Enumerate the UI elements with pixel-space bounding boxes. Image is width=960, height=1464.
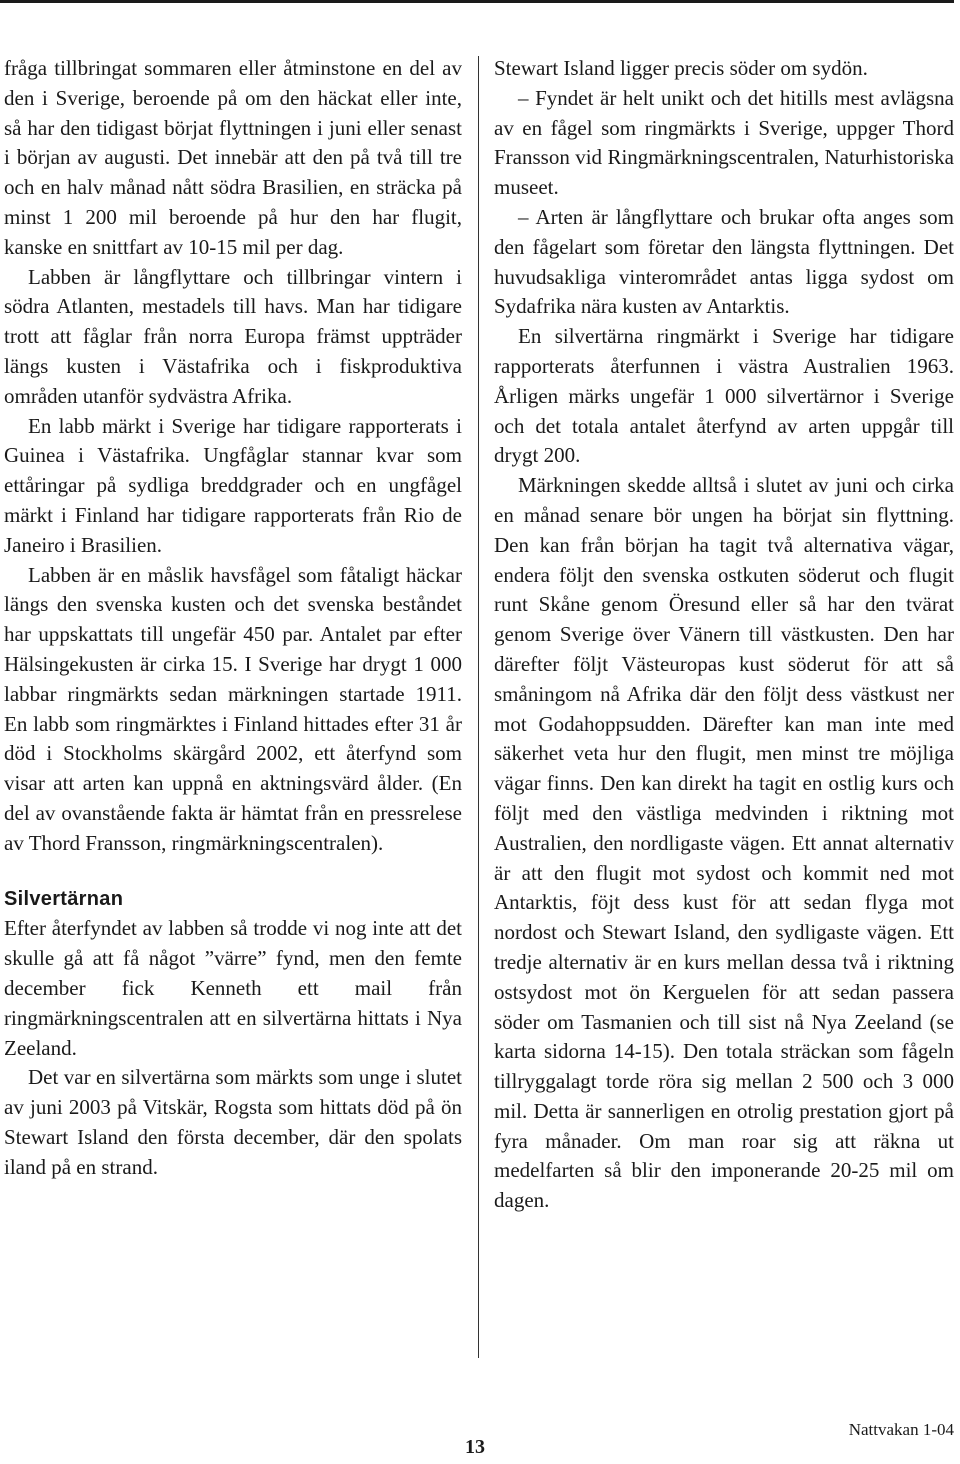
left-paragraph-1: fråga tillbringat sommaren eller åtminstone en del av den i Sverige, beroende på om den häckat eller inte, så har den tidigast börjat flyttningen i juni eller senast i början av augusti. Det innebär att den på två till tre och en halv månad nått södra Brasilien, en sträcka på minst 1 200 mil beroende på hur den har flugit, kanske en snittfart av 10-15 mil per dag. xyxy=(4,56,462,259)
right-paragraph-1: Stewart Island ligger precis söder om sydön. xyxy=(494,56,868,80)
page-number: 13 xyxy=(465,1436,485,1458)
top-rule xyxy=(0,0,954,3)
left-paragraph-4: Labben är en måslik havsfågel som fåtaligt häckar längs den svenska kusten och det svenska beståndet har uppskattats till ungefär 450 par. Antalet par efter Hälsingekusten är cirka 15. I Sverige har drygt 1 000 labbar ringmärkts sedan märkningen startade 1911. En labb som ringmärktes i Finland hittades efter 31 år död i Stockholms skärgård 2002, ett återfynd som visar att arten kan uppnå en aktningsvärd ålder. (En del av ovanstående fakta är hämtat från en pressrelese av Thord Fransson, ringmärkningscentralen). xyxy=(4,562,462,855)
right-column xyxy=(494,54,954,1216)
right-paragraph-5: Märkningen skedde alltså i slutet av juni och cirka en månad senare bör ungen ha börjat sin flyttning. Den kan från början ha tagit två alternativa vägar, endera följt den svenska ostkuten söderut och flugit runt Skåne genom Öresund eller så har den tvärat genom Sverige över Vänern till västkusten. Den har därefter följt Västeuropas kust söderut för att så småningom nå Afrika där den följt dess västkust ner mot Godahoppsudden. Därefter kan man inte med säkerhet veta hur den flugit, men minst tre möjliga vägar finns. Den kan direkt ha tagit en ostlig kurs och följt med den västliga medvinden i riktning mot Australien, den nordligaste vägen. Ett annat alternativ är att den flugit mot sydost och kommit ned mot Antarktis, föjt dess kust för att sedan flyga mot nordost och Stewart Island, den sydligaste vägen. Ett tredje alternativ är en kurs mellan dessa två i riktning ostsydost mot ön Kerguelen för att sedan passera söder om Tasmanien och till sist nå Nya Zeeland (se karta sidorna 14-15). Den totala sträckan som fågeln tillryggalagt torde röra sig mellan 2 500 och 3 000 mil. Detta är sannerligen en otrolig prestation gjort på fyra månader. Om man roar sig att räkna ut medelfarten så blir den imponerande 20-25 mil om dagen. xyxy=(494,473,954,1213)
left-column xyxy=(4,54,462,1182)
left-paragraph-6: Det var en silvertärna som märkts som unge i slutet av juni 2003 på Vitskär, Rogsta som hittats död på ön Stewart Island den första december, där den spolats iland på en strand. xyxy=(4,1065,462,1179)
left-paragraph-5: Efter återfyndet av labben så trodde vi nog inte att det skulle gå att få något ”värre” fynd, men den femte december fick Kenneth ett mail från ringmärkningscentralen att en silvertärna hittats i Nya Zeeland. xyxy=(4,916,462,1060)
right-paragraph-4: En silvertärna ringmärkt i Sverige har tidigare rapporterats återfunnen i västra Australien 1963. Årligen märks ungefär 1 000 silvertärnor i Sverige och det totala antalet återfynd av arten uppgår till drygt 200. xyxy=(494,324,954,468)
left-paragraph-2: Labben är långflyttare och tillbringar vintern i södra Atlanten, mestadels till havs. Man har tidigare trott att fåglar från norra Europa främst uppträder längs kusten i Västafrika och i fiskproduktiva områden utanför sydvästra Afrika. xyxy=(4,264,462,408)
publication-title: Nattvakan 1-04 xyxy=(848,1420,954,1439)
right-paragraph-3: – Arten är långflyttare och brukar ofta anges som den fågelart som företar den längsta flyttningen. Det huvudsakliga vinterområdet antas ligga sydost om Sydafrika nära kusten av Antarktis. xyxy=(494,204,954,319)
right-paragraph-2: – Fyndet är helt unikt och det hitills mest avlägsna av en fågel som ringmärkts i Sverige, uppger Thord Fransson vid Ringmärkningscentralen, Naturhistoriska museet. xyxy=(494,85,954,200)
section-heading-silvertarnan: Silvertärnan xyxy=(4,887,124,910)
left-paragraph-3: En labb märkt i Sverige har tidigare rapporterats i Guinea i Västafrika. Ungfåglar stannar kvar som ettåringar på sydliga breddgrader och en ungfågel märkt i Finland har tidigare rapporterats från Rio de Janeiro i Brasilien. xyxy=(4,413,462,557)
column-divider xyxy=(478,56,479,1358)
